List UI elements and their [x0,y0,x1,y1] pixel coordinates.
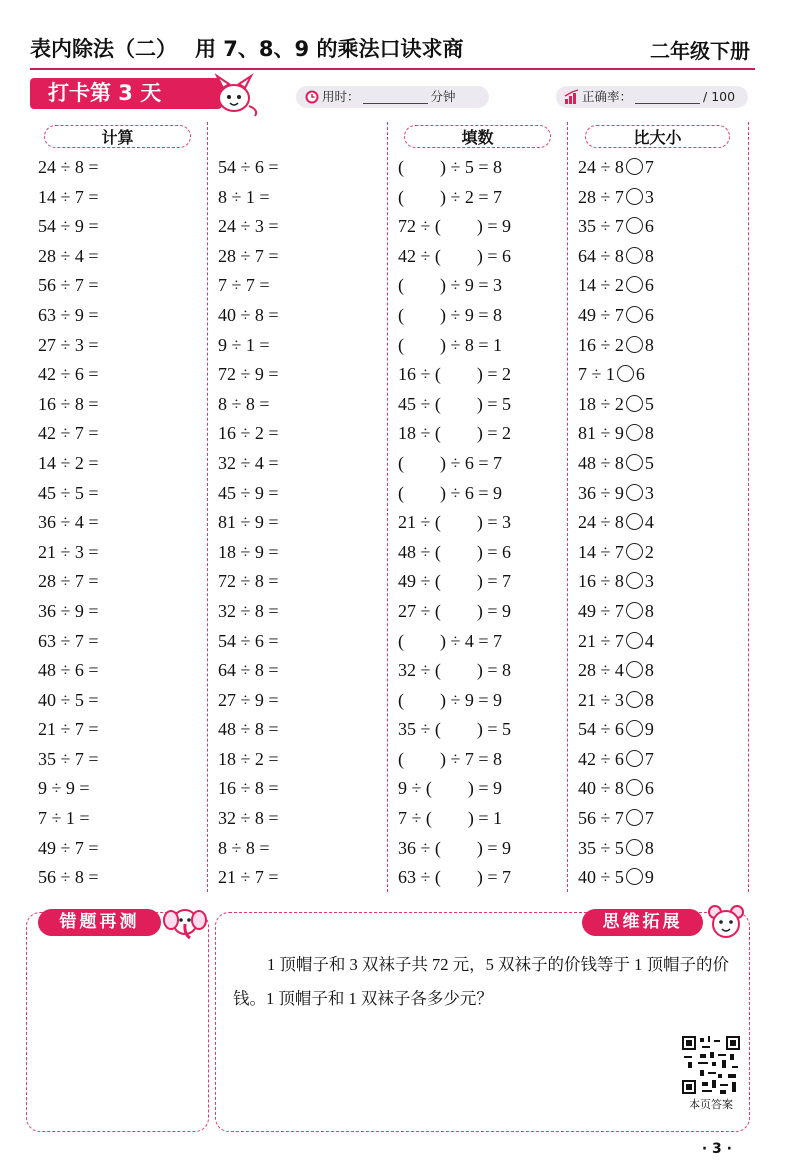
calc-problem: 28 ÷ 7 = [218,245,279,266]
calc-problem: 21 ÷ 3 = [38,541,99,562]
calc-problem: 14 ÷ 7 = [38,186,99,207]
calc-problem: 28 ÷ 7 = [38,571,99,592]
fill-problem: ( ) ÷ 9 = 9 [398,689,503,710]
calc-problem: 16 ÷ 8 = [38,393,99,414]
thinking-tag: 思维拓展 [582,909,703,936]
time-input[interactable] [363,91,428,104]
compare-right: 4 [644,512,654,533]
day-banner: 打卡第 3 天 [30,78,222,109]
answer-circle[interactable] [626,484,643,501]
compare-left: 40 ÷ 8 [578,778,624,799]
calc-problem: 8 ÷ 1 = [218,186,270,207]
compare-problem [578,212,748,242]
compare-problem [578,508,748,538]
compare-left: 14 ÷ 7 [578,541,624,562]
fill-problem: 7 ÷ ( ) = 1 [398,808,503,829]
calc-problem: 54 ÷ 6 = [218,630,279,651]
compare-problem [578,479,748,509]
calc-problem: 54 ÷ 6 = [218,157,279,177]
compare-right: 9 [644,719,654,740]
compare-problem [578,774,748,804]
section-header-compare: 比大小 [585,125,730,148]
compare-problem [578,360,748,390]
fill-problem: 18 ÷ ( ) = 2 [398,423,512,444]
compare-left: 24 ÷ 8 [578,512,624,533]
compare-right: 6 [644,216,654,237]
compare-problem [578,567,748,597]
answer-circle[interactable] [626,158,643,175]
calc-problem: 32 ÷ 8 = [218,600,279,621]
answer-circle[interactable] [626,513,643,530]
fill-problem: ( ) ÷ 4 = 7 [398,630,503,651]
calc-problem: 63 ÷ 7 = [38,630,99,651]
calc-problem: 27 ÷ 9 = [218,689,279,710]
compare-right: 6 [635,364,645,385]
calc-problem: 42 ÷ 6 = [38,364,99,385]
qr-label: 本页答案 [689,1098,733,1111]
fill-problem: 9 ÷ ( ) = 9 [398,778,503,799]
compare-left: 21 ÷ 3 [578,689,624,710]
word-problem: 1 顶帽子和 3 双袜子共 72 元，5 双袜子的价钱等于 1 顶帽子的价钱。1 顶帽子和 1 双袜子各多少元？ [233,955,729,1008]
answer-circle[interactable] [626,839,643,856]
elephant-icon [162,902,208,946]
wrong-retest-tag: 错题再测 [38,909,161,936]
answer-circle[interactable] [626,632,643,649]
calc-problem: 18 ÷ 9 = [218,541,279,562]
calc-problem: 9 ÷ 9 = [38,778,90,799]
calc-problem: 7 ÷ 1 = [38,808,90,829]
thinking-box [215,912,750,1132]
fill-problem: 21 ÷ ( ) = 3 [398,512,512,533]
compare-problem [578,745,748,775]
compare-left: 35 ÷ 7 [578,216,624,237]
calc-problem: 63 ÷ 9 = [38,304,99,325]
answer-circle[interactable] [626,306,643,323]
compare-problem [578,715,748,745]
grade-label: 二年级下册 [650,39,750,63]
compare-right: 5 [644,393,654,414]
compare-left: 40 ÷ 5 [578,867,624,888]
fill-problem: ( ) ÷ 9 = 8 [398,304,503,325]
compare-left: 7 ÷ 1 [578,364,615,385]
time-unit: 分钟 [430,89,456,104]
compare-problem [578,301,748,331]
time-label: 用时： [322,89,360,104]
fill-problem: 42 ÷ ( ) = 6 [398,245,512,266]
compare-column [578,153,748,893]
compare-left: 49 ÷ 7 [578,304,624,325]
calc-problem: 24 ÷ 8 = [38,157,99,177]
answer-circle[interactable] [617,365,634,382]
header-rule [30,68,755,70]
compare-left: 49 ÷ 7 [578,600,624,621]
calc-problem: 21 ÷ 7 = [218,867,279,888]
calc-problem: 18 ÷ 2 = [218,748,279,769]
answer-circle[interactable] [626,750,643,767]
title-subtitle: 用 7、8、9 的乘法口诀求商 [195,37,464,61]
answer-circle[interactable] [626,779,643,796]
compare-left: 56 ÷ 7 [578,808,624,829]
compare-left: 21 ÷ 7 [578,630,624,651]
compare-right: 8 [644,837,654,858]
fill-problem: 63 ÷ ( ) = 7 [398,867,512,888]
fill-problem: 27 ÷ ( ) = 9 [398,600,512,621]
fill-problem: ( ) ÷ 6 = 7 [398,452,503,473]
calc-problem: 27 ÷ 3 = [38,334,99,355]
compare-problem [578,656,748,686]
compare-right: 8 [644,334,654,355]
answer-circle[interactable] [626,217,643,234]
page-title [30,33,463,63]
compare-right: 3 [644,571,654,592]
clock-icon [304,89,320,105]
fill-problem: ( ) ÷ 7 = 8 [398,748,503,769]
compare-problem [578,449,748,479]
column-divider [748,122,749,892]
answer-circle[interactable] [626,572,643,589]
compare-left: 81 ÷ 9 [578,423,624,444]
accuracy-label: 正确率： [582,89,633,104]
compare-right: 6 [644,275,654,296]
fill-problem: ( ) ÷ 8 = 1 [398,334,503,355]
compare-left: 16 ÷ 2 [578,334,624,355]
time-field [296,86,489,108]
calc-problem: 36 ÷ 4 = [38,512,99,533]
answer-circle[interactable] [626,543,643,560]
calc-problem: 14 ÷ 2 = [38,452,99,473]
calc-problem: 21 ÷ 7 = [38,719,99,740]
compare-right: 2 [644,541,654,562]
compare-problem [578,183,748,213]
answer-circle[interactable] [626,188,643,205]
accuracy-input[interactable] [635,91,700,104]
bear-icon [703,902,749,946]
answer-circle[interactable] [626,424,643,441]
answer-circle[interactable] [626,868,643,885]
answer-circle[interactable] [626,720,643,737]
compare-right: 3 [644,186,654,207]
calc-problem: 54 ÷ 9 = [38,216,99,237]
calc-problem: 8 ÷ 8 = [218,393,270,414]
calc-problem: 42 ÷ 7 = [38,423,99,444]
fill-problem: ( ) ÷ 2 = 7 [398,186,503,207]
fill-problem: 35 ÷ ( ) = 5 [398,719,512,740]
fill-problem: 72 ÷ ( ) = 9 [398,216,512,237]
compare-problem [578,419,748,449]
answer-circle[interactable] [626,602,643,619]
compare-problem [578,627,748,657]
calc-problem: 9 ÷ 1 = [218,334,270,355]
calc-problem: 36 ÷ 9 = [38,600,99,621]
calc-column-1 [38,153,208,893]
accuracy-total: / 100 [703,89,736,104]
compare-right: 4 [644,630,654,651]
calc-problem: 35 ÷ 7 = [38,748,99,769]
compare-problem [578,863,748,893]
compare-left: 28 ÷ 7 [578,186,624,207]
calc-problem: 8 ÷ 8 = [218,837,270,858]
calc-problem: 72 ÷ 8 = [218,571,279,592]
compare-left: 16 ÷ 8 [578,571,624,592]
fill-problem: 36 ÷ ( ) = 9 [398,837,512,858]
calc-problem: 72 ÷ 9 = [218,364,279,385]
answer-circle[interactable] [626,661,643,678]
compare-problem [578,331,748,361]
compare-problem [578,390,748,420]
calc-problem: 16 ÷ 8 = [218,778,279,799]
compare-problem [578,242,748,272]
calc-problem: 28 ÷ 4 = [38,245,99,266]
fill-problem: 32 ÷ ( ) = 8 [398,660,512,681]
answer-circle[interactable] [626,454,643,471]
compare-right: 9 [644,867,654,888]
compare-left: 54 ÷ 6 [578,719,624,740]
fill-problem: 48 ÷ ( ) = 6 [398,541,512,562]
answer-circle[interactable] [626,336,643,353]
answer-circle[interactable] [626,247,643,264]
section-header-fill: 填数 [404,125,551,148]
answer-circle[interactable] [626,276,643,293]
compare-right: 6 [644,304,654,325]
calc-problem: 48 ÷ 8 = [218,719,279,740]
calc-problem: 16 ÷ 2 = [218,423,279,444]
calc-problem: 81 ÷ 9 = [218,512,279,533]
compare-left: 42 ÷ 6 [578,748,624,769]
calc-problem: 40 ÷ 8 = [218,304,279,325]
compare-problem [578,538,748,568]
calc-problem: 45 ÷ 5 = [38,482,99,503]
mascot-icon [205,72,263,118]
answer-circle[interactable] [626,809,643,826]
compare-left: 35 ÷ 5 [578,837,624,858]
calc-problem: 64 ÷ 8 = [218,660,279,681]
compare-right: 8 [644,600,654,621]
calc-problem: 48 ÷ 6 = [38,660,99,681]
compare-problem [578,597,748,627]
compare-right: 6 [644,778,654,799]
compare-right: 8 [644,245,654,266]
compare-left: 64 ÷ 8 [578,245,624,266]
fill-problem: 45 ÷ ( ) = 5 [398,393,512,414]
compare-problem [578,804,748,834]
calc-problem: 45 ÷ 9 = [218,482,279,503]
accuracy-field [556,86,748,108]
calc-problem: 24 ÷ 3 = [218,216,279,237]
fill-problem: ( ) ÷ 5 = 8 [398,157,503,177]
compare-problem [578,153,748,183]
compare-problem [578,271,748,301]
compare-right: 8 [644,423,654,444]
compare-problem [578,686,748,716]
fill-problem: 49 ÷ ( ) = 7 [398,571,512,592]
compare-right: 3 [644,482,654,503]
qr-code-icon[interactable] [682,1036,740,1094]
page-number: · 3 · [701,1141,732,1157]
compare-right: 5 [644,452,654,473]
compare-right: 8 [644,689,654,710]
compare-right: 7 [644,808,654,829]
calc-problem: 32 ÷ 8 = [218,808,279,829]
fill-column [398,153,568,893]
fill-problem: ( ) ÷ 6 = 9 [398,482,503,503]
answer-circle[interactable] [626,691,643,708]
compare-left: 36 ÷ 9 [578,482,624,503]
answer-circle[interactable] [626,395,643,412]
calc-problem: 40 ÷ 5 = [38,689,99,710]
compare-left: 48 ÷ 8 [578,452,624,473]
compare-left: 28 ÷ 4 [578,660,624,681]
title-main: 表内除法（二） [30,37,177,61]
compare-right: 7 [644,748,654,769]
compare-right: 7 [644,157,654,177]
calc-problem: 56 ÷ 8 = [38,867,99,888]
calc-column-2 [218,153,388,893]
compare-problem [578,834,748,864]
compare-left: 24 ÷ 8 [578,157,624,177]
fill-problem: ( ) ÷ 9 = 3 [398,275,503,296]
calc-problem: 49 ÷ 7 = [38,837,99,858]
fill-problem: 16 ÷ ( ) = 2 [398,364,512,385]
bar-chart-icon [564,89,580,105]
section-header-calc: 计算 [44,125,191,148]
calc-problem: 56 ÷ 7 = [38,275,99,296]
compare-right: 8 [644,660,654,681]
calc-problem: 32 ÷ 4 = [218,452,279,473]
compare-left: 14 ÷ 2 [578,275,624,296]
calc-problem: 7 ÷ 7 = [218,275,270,296]
compare-left: 18 ÷ 2 [578,393,624,414]
